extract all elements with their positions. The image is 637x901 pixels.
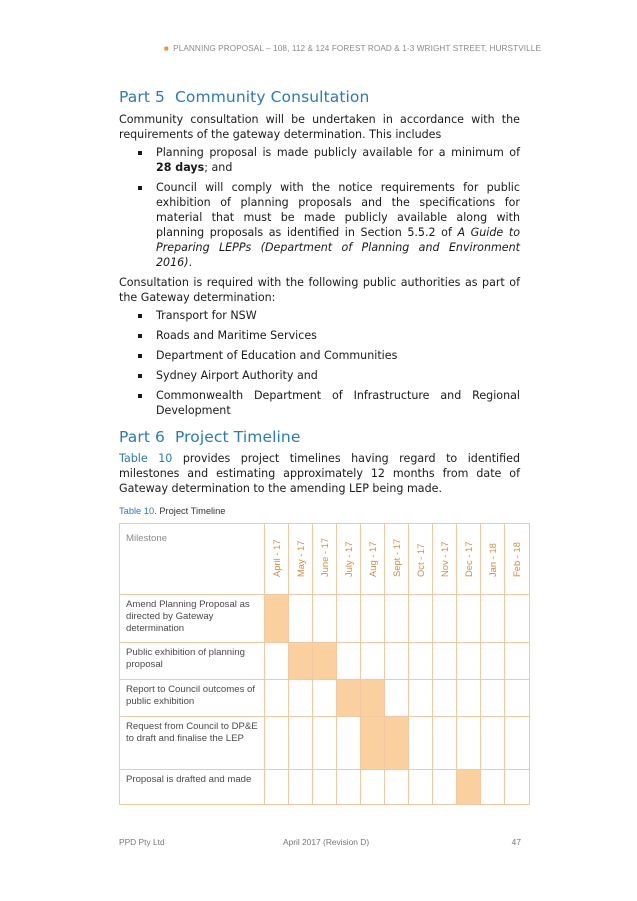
month-label: June - 17 [318, 537, 330, 577]
part5-intro: Community consultation will be undertaken in accordance with the requirements of the gateway determination. This includes [119, 113, 520, 141]
timeline-cell [409, 643, 433, 680]
bullet-icon [138, 394, 142, 398]
timeline-cell [481, 643, 505, 680]
part6-number: Part 6 [119, 428, 165, 446]
table-row [120, 680, 530, 717]
header-text: PLANNING PROPOSAL – 108, 112 & 124 FOREST ROAD & 1-3 WRIGHT STREET, HURSTVILLE [173, 44, 541, 53]
timeline-cell [505, 643, 530, 680]
part5-heading [119, 88, 520, 106]
timeline-cell [385, 643, 409, 680]
milestone-label: Request from Council to DP&E to draft and finalise the LEP [120, 717, 265, 770]
month-label: Jan - 18 [486, 543, 498, 577]
timeline-cell [433, 770, 457, 805]
table-header-row [120, 524, 530, 595]
timeline-active-cell [313, 643, 337, 680]
list-item: Planning proposal is made publicly available for a minimum of 28 days; and [119, 145, 520, 175]
timeline-cell [289, 595, 313, 643]
consultation-list [119, 145, 520, 270]
timeline-cell [433, 595, 457, 643]
timeline-cell [337, 770, 361, 805]
timeline-cell [481, 595, 505, 643]
month-header [361, 524, 385, 595]
bullet-icon [138, 334, 142, 338]
footer-company: PPD Pty Ltd [119, 837, 165, 847]
table-row [120, 770, 530, 805]
timeline-active-cell [457, 770, 481, 805]
timeline-cell [265, 770, 289, 805]
month-header [433, 524, 457, 595]
month-header [289, 524, 313, 595]
timeline-cell [385, 595, 409, 643]
timeline-cell [409, 770, 433, 805]
month-label: Dec - 17 [462, 541, 474, 577]
month-header [385, 524, 409, 595]
month-header [337, 524, 361, 595]
timeline-cell [481, 680, 505, 717]
timeline-cell [361, 643, 385, 680]
timeline-cell [433, 680, 457, 717]
month-header [409, 524, 433, 595]
month-header [505, 524, 530, 595]
authorities-intro: Consultation is required with the following public authorities as part of the Gateway determination: [119, 276, 520, 304]
timeline-cell [385, 680, 409, 717]
list-item: Department of Education and Communities [119, 348, 520, 363]
timeline-cell [337, 595, 361, 643]
timeline-cell [505, 680, 530, 717]
timeline-cell [289, 770, 313, 805]
part6-intro: Table 10 provides project timelines having regard to identified milestones and estimating approximately 12 months from date of Gateway determination to the amending LEP being made. [119, 452, 520, 495]
month-header [265, 524, 289, 595]
bullet-icon [138, 186, 142, 190]
timeline-cell [385, 770, 409, 805]
main-content [119, 88, 520, 496]
header-square-icon: ■ [163, 44, 169, 53]
list-item: Roads and Maritime Services [119, 328, 520, 343]
milestone-label: Proposal is drafted and made [120, 770, 265, 805]
timeline-cell [289, 717, 313, 770]
bullet-icon [138, 374, 142, 378]
list-item: Transport for NSW [119, 308, 520, 323]
timeline-cell [457, 643, 481, 680]
part6-heading [119, 428, 520, 446]
footer-date: April 2017 (Revision D) [283, 837, 370, 847]
table-caption: Table 10. Project Timeline [119, 506, 226, 516]
timeline-cell [313, 717, 337, 770]
month-header [481, 524, 505, 595]
timeline-cell [457, 595, 481, 643]
table-row [120, 643, 530, 680]
month-label: Sept - 17 [390, 538, 402, 577]
timeline-cell [481, 770, 505, 805]
month-label: July - 17 [342, 541, 354, 577]
timeline-cell [361, 595, 385, 643]
timeline-cell [505, 717, 530, 770]
timeline-active-cell [265, 595, 289, 643]
timeline-cell [265, 717, 289, 770]
timeline-cell [457, 717, 481, 770]
authorities-list [119, 308, 520, 418]
timeline-cell [289, 680, 313, 717]
timeline-cell [409, 595, 433, 643]
table-body [120, 595, 530, 805]
project-timeline-table [119, 523, 530, 805]
timeline-cell [265, 680, 289, 717]
timeline-active-cell [361, 680, 385, 717]
bullet-icon [138, 151, 142, 155]
footer-page-number: 47 [511, 837, 521, 847]
timeline-cell [409, 717, 433, 770]
timeline-cell [505, 595, 530, 643]
timeline-cell [457, 680, 481, 717]
table-row [120, 595, 530, 643]
table-reference-link[interactable]: Table 10 [119, 452, 173, 465]
milestone-label: Report to Council outcomes of public exhibition [120, 680, 265, 717]
timeline-active-cell [337, 680, 361, 717]
bullet-icon [138, 354, 142, 358]
list-item: Commonwealth Department of Infrastructure and Regional Development [119, 388, 520, 418]
month-label: Aug - 17 [366, 541, 378, 577]
timeline-cell [313, 680, 337, 717]
timeline-cell [481, 717, 505, 770]
month-header [313, 524, 337, 595]
timeline-cell [409, 680, 433, 717]
timeline-cell [361, 770, 385, 805]
month-label: May - 17 [294, 540, 306, 577]
month-label: Feb - 18 [511, 542, 522, 577]
bullet-icon [138, 314, 142, 318]
timeline-cell [313, 770, 337, 805]
month-label: April - 17 [270, 539, 282, 577]
part6-title: Project Timeline [175, 428, 301, 446]
milestone-label: Amend Planning Proposal as directed by Gateway determination [120, 595, 265, 643]
timeline-active-cell [361, 717, 385, 770]
milestone-label: Public exhibition of planning proposal [120, 643, 265, 680]
month-header [457, 524, 481, 595]
list-item: Sydney Airport Authority and [119, 368, 520, 383]
timeline-cell [433, 643, 457, 680]
timeline-active-cell [289, 643, 313, 680]
timeline-active-cell [385, 717, 409, 770]
timeline-cell [337, 717, 361, 770]
part5-title: Community Consultation [175, 88, 370, 106]
timeline-cell [337, 643, 361, 680]
month-label: Nov - 17 [438, 541, 450, 577]
milestone-header: Milestone [120, 524, 265, 595]
page-header [0, 44, 637, 58]
timeline-cell [313, 595, 337, 643]
month-label: Oct - 17 [414, 543, 426, 577]
timeline-cell [265, 643, 289, 680]
list-item: Council will comply with the notice requirements for public exhibition of planning proposals and the specifications for material that must be made publicly available along with planning proposals as identified in Section 5.5.2 of A Guide to Preparing LEPPs (Department of Planning and Environment 2016). [119, 180, 520, 270]
timeline-cell [433, 717, 457, 770]
table-row [120, 717, 530, 770]
part5-number: Part 5 [119, 88, 165, 106]
timeline-cell [505, 770, 530, 805]
